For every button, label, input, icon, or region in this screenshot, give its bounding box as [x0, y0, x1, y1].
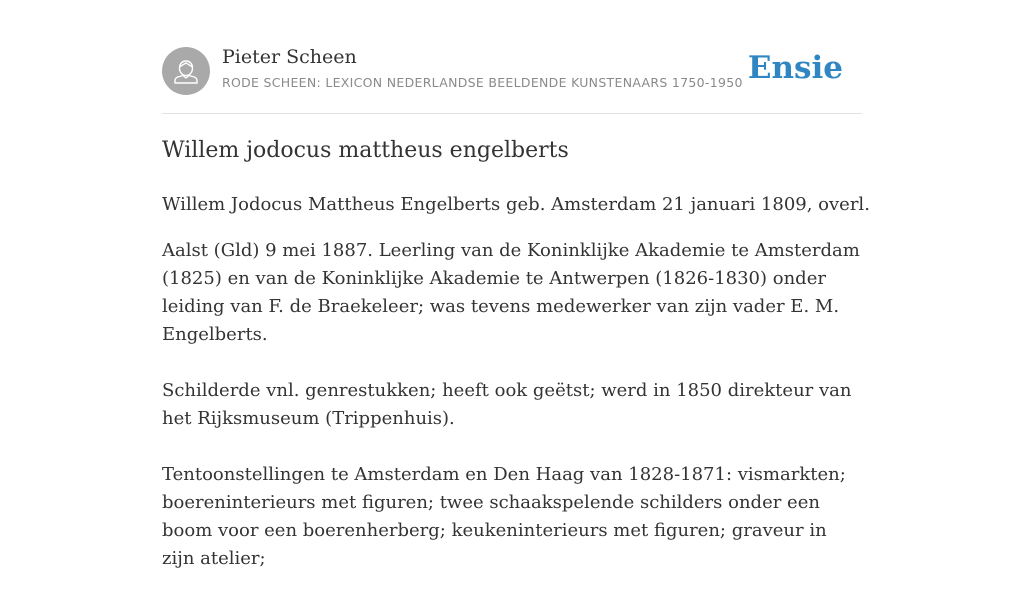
person-icon [162, 47, 210, 95]
ensie-logo[interactable]: Ensie [747, 50, 843, 86]
article-paragraph: Tentoonstellingen te Amsterdam en Den Haag van 1828-1871: vismarkten; boereninterieurs met figuren; twee schaakspelende schilders onder een boom voor een boerenherberg; keukeninterieurs met figuren; graveur in zijn atelier; [162, 464, 846, 569]
article-header [162, 0, 862, 114]
page-container [162, 0, 870, 569]
article-paragraph: Aalst (Gld) 9 mei 1887. Leerling van de Koninklijke Akademie te Amsterdam (1825) en van de Koninklijke Akademie te Antwerpen (1826-1830) onder leiding van F. de Braekeleer; was tevens medewerker van zijn vader E. M. Engelberts. [162, 240, 860, 345]
article-paragraph: Schilderde vnl. genrestukken; heeft ook geëtst; werd in 1850 direkteur van het Rijksmuseum (Trippenhuis). [162, 380, 852, 429]
article-body [162, 237, 862, 601]
author-name[interactable]: Pieter Scheen [222, 46, 357, 68]
source-title[interactable]: RODE SCHEEN: LEXICON NEDERLANDSE BEELDENDE KUNSTENAARS 1750-1950 [222, 75, 743, 90]
article-title: Willem jodocus mattheus engelberts [162, 138, 569, 163]
article-lead: Willem Jodocus Mattheus Engelberts geb. Amsterdam 21 januari 1809, overl. [162, 194, 870, 215]
user-avatar-icon[interactable] [162, 47, 210, 95]
